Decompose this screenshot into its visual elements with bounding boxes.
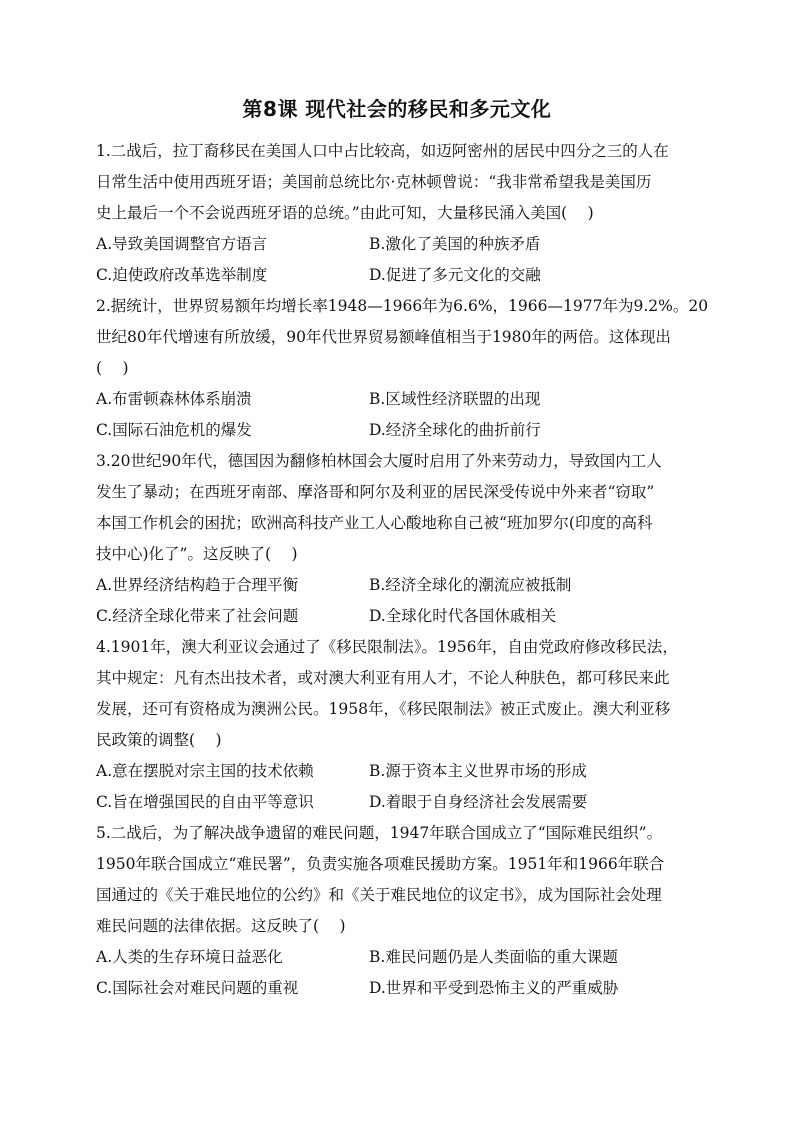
answer-options [96,229,696,291]
option-b: B.激化了美国的种族矛盾 [369,235,541,253]
stem-line: 国通过的《关于难民地位的公约》和《关于难民地位的议定书》，成为国际社会处理 [96,886,662,904]
option-b: B.经济全球化的潮流应被抵制 [369,576,572,594]
stem-line: 3.20世纪90年代，德国因为翻修柏林国会大厦时启用了外来劳动力，导致国内工人 [96,452,662,470]
stem-line: 民政策的调整( ) [96,731,222,749]
stem-line: 本国工作机会的困扰；欧洲高科技产业工人心酸地称自己被“班加罗尔(印度的高科 [96,514,653,532]
option-c: C.迫使政府改革选举制度 [96,266,268,284]
option-d: D.着眼于自身经济社会发展需要 [369,793,588,811]
stem-line: 世纪80年代增速有所放缓，90年代世界贸易额峰值相当于1980年的两倍。这体现出 [96,328,671,346]
option-a: A.导致美国调整官方语言 [96,235,268,253]
option-c: C.旨在增强国民的自由平等意识 [96,793,314,811]
option-b: B.区域性经济联盟的出现 [369,390,541,408]
option-a: A.世界经济结构趋于合理平衡 [96,576,299,594]
question-2 [96,291,709,446]
question-4 [96,632,696,818]
question-stem [96,818,696,942]
stem-line: 其中规定：凡有杰出技术者，或对澳大利亚有用人才，不论人种肤色，都可移民来此 [96,669,670,687]
option-a: A.意在摆脱对宗主国的技术依赖 [96,762,314,780]
option-b: B.难民问题仍是人类面临的重大课题 [369,948,618,966]
stem-line: 4.1901年，澳大利亚议会通过了《移民限制法》。1956年，自由党政府修改移民法， [96,638,678,656]
stem-line: 发展，还可有资格成为澳洲公民。1958年，《移民限制法》被正式废止。澳大利亚移 [96,700,671,718]
option-a: A.人类的生存环境日益恶化 [96,948,283,966]
question-list [96,136,709,1004]
question-1 [96,136,696,291]
stem-line: ( ) [96,359,129,377]
question-stem [96,446,696,570]
option-c: C.经济全球化带来了社会问题 [96,607,299,625]
option-c: C.国际社会对难民问题的重视 [96,979,299,997]
answer-options [96,756,696,818]
answer-options [96,942,696,1004]
stem-line: 史上最后一个不会说西班牙语的总统。”由此可知，大量移民涌入美国( ) [96,204,594,222]
answer-options [96,384,696,446]
option-d: D.促进了多元文化的交融 [369,266,541,284]
page-title: 第8课 现代社会的移民和多元文化 [242,97,552,121]
stem-line: 日常生活中使用西班牙语；美国前总统比尔·克林顿曾说：“我非常希望我是美国历 [96,173,652,191]
option-a: A.布雷顿森林体系崩溃 [96,390,252,408]
stem-line: 难民问题的法律依据。这反映了( ) [96,917,346,935]
stem-line: 5.二战后，为了解决战争遗留的难民问题，1947年联合国成立了“国际难民组织”。 [96,824,663,842]
option-d: D.经济全球化的曲折前行 [369,421,541,439]
question-3 [96,446,696,632]
stem-line: 1950年联合国成立“难民署”，负责实施各项难民援助方案。1951年和1966年联合 [96,855,665,873]
stem-line: 1.二战后，拉丁裔移民在美国人口中占比较高，如迈阿密州的居民中四分之三的人在 [96,142,669,160]
question-5 [96,818,696,1004]
stem-line: 2.据统计，世界贸易额年均增长率1948—1966年为6.6%，1966—1977年为9.2%。20 [96,297,709,315]
stem-line: 发生了暴动；在西班牙南部、摩洛哥和阿尔及利亚的居民深受传说中外来者“窃取” [96,483,655,501]
answer-options [96,570,696,632]
question-stem [96,632,696,756]
option-c: C.国际石油危机的爆发 [96,421,252,439]
option-d: D.全球化时代各国休戚相关 [369,607,557,625]
option-d: D.世界和平受到恐怖主义的严重威胁 [369,979,619,997]
stem-line: 技中心)化了”。这反映了( ) [96,545,298,563]
option-b: B.源于资本主义世界市场的形成 [369,762,587,780]
question-stem [96,291,709,384]
question-stem [96,136,696,229]
